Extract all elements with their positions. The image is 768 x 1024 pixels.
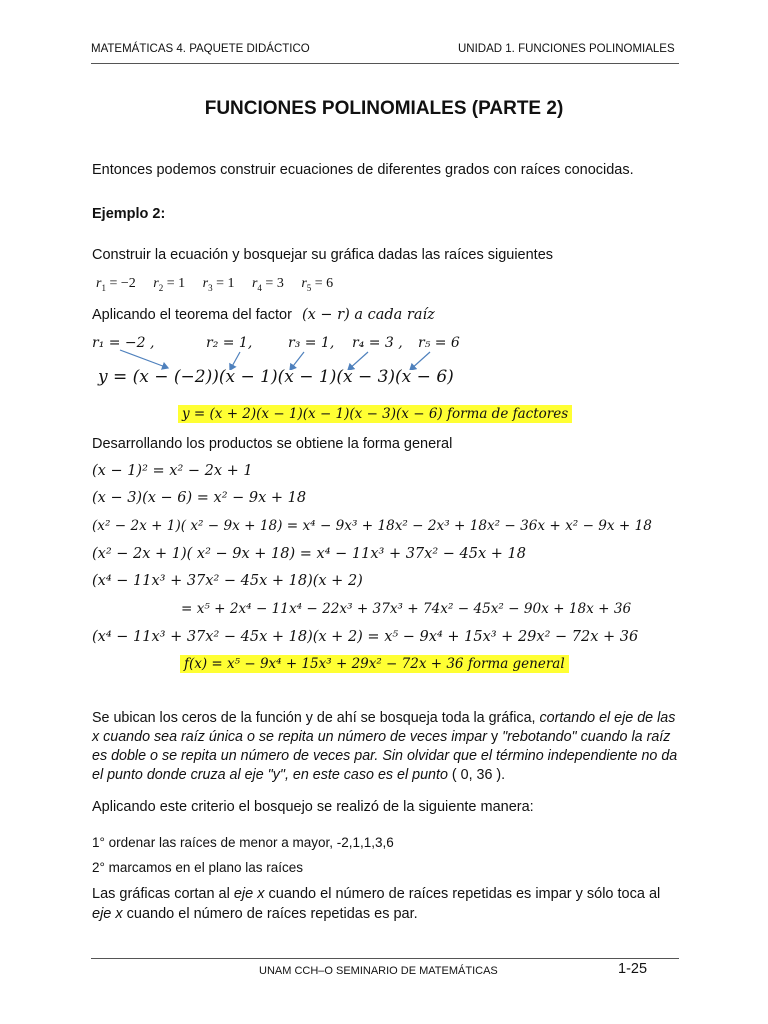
root-4: $r_4 = 3$ [251, 276, 284, 293]
root-5: $r_5 = 6$ [301, 276, 334, 293]
equation-5: (x⁴ − 11x³ + 37x² − 45x + 18)(x + 2) [92, 573, 363, 589]
header-left: MATEMÁTICAS 4. PAQUETE DIDÁCTICO [91, 43, 310, 55]
root-2: $r_2 = 1$ [153, 276, 186, 293]
y-substitution: y = (x − (−2))(x − 1)(x − 1)(x − 3)(x − 6) [98, 367, 454, 387]
equation-3: (x² − 2x + 1)( x² − 9x + 18) = x⁴ − 9x³ + 18x² − 2x³ + 18x² − 36x + x² − 9x + 18 [92, 518, 652, 534]
arrow-1 [120, 350, 168, 368]
factor-form [178, 406, 572, 422]
equation-6: = x⁵ + 2x⁴ − 11x⁴ − 22x³ + 37x³ + 74x² − 45x² − 90x + 18x + 36 [181, 601, 632, 617]
task-text: Construir la ecuación y bosquejar su gráfica dadas las raíces siguientes [92, 247, 554, 263]
footer-rule [91, 958, 679, 959]
root-3: $r_3 = 1$ [202, 276, 235, 293]
step-1: 1° ordenar las raíces de menor a mayor, -2,1,1,3,6 [92, 835, 394, 850]
explanation-paragraph: Se ubican los ceros de la función y de ahí se bosqueja toda la gráfica, cortando el eje de las x cuando sea raíz única o se repita un número de veces impar y "rebotando" cuando la raíz es doble o se repita un número de veces par. Sin olvidar que el término independiente no da el punto donde cruza al eje "y", en este caso es el punto ( 0, 36 ). [92, 710, 678, 783]
header-right: UNIDAD 1. FUNCIONES POLINOMIALES [458, 43, 675, 55]
page-number: 1-25 [618, 961, 648, 977]
factor-form-highlight: y = (x + 2)(x − 1)(x − 1)(x − 3)(x − 6) forma de factores [178, 405, 572, 423]
factor-formula: (x − r) a cada raíz [301, 307, 435, 323]
general-form [180, 656, 569, 672]
step-2: 2° marcamos en el plano las raíces [92, 860, 303, 875]
intro-text: Entonces podemos construir ecuaciones de diferentes grados con raíces conocidas. [92, 162, 634, 178]
root-label-3: r₃ = 1, [288, 335, 335, 351]
equation-1: (x − 1)² = x² − 2x + 1 [92, 463, 253, 479]
develop-text: Desarrollando los productos se obtiene la forma general [92, 436, 453, 452]
header-rule [91, 63, 679, 64]
footer-center: UNAM CCH–O SEMINARIO DE MATEMÁTICAS [259, 965, 498, 977]
root-1: $r_1 = -2$ [96, 276, 136, 293]
example-title: Ejemplo 2: [92, 206, 166, 222]
factor-text [92, 307, 435, 323]
criterion-text: Aplicando este criterio el bosquejo se realizó de la siguiente manera: [92, 799, 534, 815]
conclusion-paragraph: Las gráficas cortan al eje x cuando el número de raíces repetidas es impar y sólo toca al eje x cuando el número de raíces repetidas es par. [92, 886, 661, 922]
page-title: FUNCIONES POLINOMIALES (PARTE 2) [204, 98, 564, 119]
arrows-diagram [90, 330, 470, 370]
root-label-5: r₅ = 6 [418, 335, 460, 351]
equation-7: (x⁴ − 11x³ + 37x² − 45x + 18)(x + 2) = x⁵ − 9x⁴ + 15x³ + 29x² − 72x + 36 [92, 629, 639, 645]
root-label-4: r₄ = 3 , [352, 335, 403, 351]
general-form-highlight: f(x) = x⁵ − 9x⁴ + 15x³ + 29x² − 72x + 36 forma general [180, 655, 569, 673]
root-label-2: r₂ = 1, [206, 335, 253, 351]
factor-label: Aplicando el teorema del factor [92, 307, 292, 323]
roots-list [96, 276, 333, 293]
equation-4: (x² − 2x + 1)( x² − 9x + 18) = x⁴ − 11x³ + 37x² − 45x + 18 [92, 546, 526, 562]
root-label-1: r₁ = −2 , [92, 335, 155, 351]
equation-2: (x − 3)(x − 6) = x² − 9x + 18 [92, 490, 307, 506]
